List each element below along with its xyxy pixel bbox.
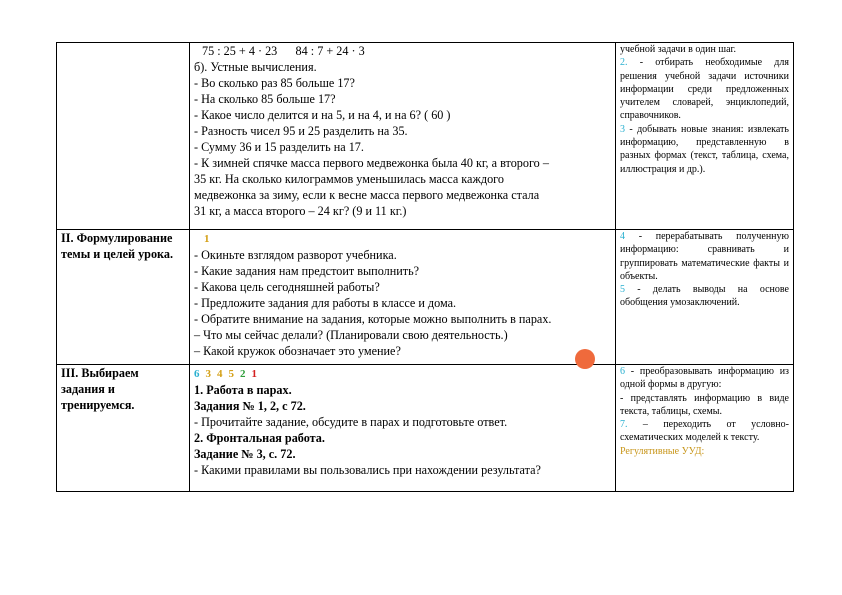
marker-number: 4	[217, 368, 223, 380]
skill-text: - представлять информацию в виде текста, таблицы, схемы.	[620, 392, 789, 417]
skill-item	[620, 418, 789, 445]
content-line: - Какими правилами вы пользовались при нахождении результата?	[194, 463, 541, 477]
skill-item	[620, 283, 789, 310]
skills-cell	[616, 43, 794, 230]
content-line: медвежонка за зиму, если к весне масса первого медвежонка стала	[194, 188, 540, 202]
content-line: - Прочитайте задание, обсудите в парах и подготовьте ответ.	[194, 415, 508, 429]
content-cell	[190, 43, 616, 230]
skill-item	[620, 56, 789, 122]
skill-text: - перерабатывать полученную информацию: сравнивать и группировать математические факты и объекты.	[620, 231, 789, 282]
skill-marker	[194, 230, 611, 247]
content-line: - Какие задания нам предстоит выполнить?	[194, 264, 420, 278]
section-heading: Задание № 3, с. 72.	[194, 447, 296, 461]
content-line: – Какой кружок обозначает это умение?	[194, 344, 401, 358]
content-line: - Какое число делится и на 5, и на 4, и на 6? ( 60 )	[194, 108, 451, 122]
marker-number: 2	[240, 368, 246, 380]
section-heading: 2. Фронтальная работа.	[194, 431, 325, 445]
expression-line: 75 : 25 + 4 · 23 84 : 7 + 24 · 3	[202, 44, 365, 58]
skill-text: - делать выводы на основе обобщения умозаключений.	[620, 284, 789, 309]
marker-number: 1	[251, 368, 257, 380]
content-cell	[190, 365, 616, 492]
marker-number: 1	[204, 233, 210, 245]
skill-number: 3	[620, 123, 625, 135]
stage-cell: II. Формулирование темы и целей урока.	[57, 230, 190, 365]
content-line: - Разность чисел 95 и 25 разделить на 35.	[194, 124, 408, 138]
skill-text: – переходить от условно-схематических моделей к тексту.	[620, 419, 789, 444]
content-line: 35 кг. На сколько килограммов уменьшилась масса каждого	[194, 172, 504, 186]
lesson-table	[56, 42, 794, 492]
skill-text: учебной задачи в один шаг.	[620, 44, 736, 55]
marker-number: 3	[205, 368, 211, 380]
skill-number: 2.	[620, 57, 628, 69]
content-line: – Что мы сейчас делали? (Планировали свою деятельность.)	[194, 328, 508, 342]
content-line: - Предложите задания для работы в классе и дома.	[194, 296, 457, 310]
content-line: - Какова цель сегодняшней работы?	[194, 280, 380, 294]
stage-cell	[57, 43, 190, 230]
orange-circle-icon	[575, 349, 595, 369]
table-row	[57, 43, 794, 230]
content-line: - К зимней спячке масса первого медвежонка была 40 кг, а второго –	[194, 156, 549, 170]
marker-number: 5	[228, 368, 234, 380]
regulative-heading: Регулятивные УУД:	[620, 445, 705, 457]
content-line: - Сумму 36 и 15 разделить на 17.	[194, 140, 364, 154]
content-line: б). Устные вычисления.	[194, 60, 317, 74]
skill-number: 5	[620, 284, 625, 296]
skill-number: 4	[620, 231, 625, 242]
skill-markers	[194, 365, 611, 382]
table-row	[57, 365, 794, 492]
skills-cell	[616, 365, 794, 492]
skill-text: - преобразовывать информацию из одной формы в другую:	[620, 366, 789, 391]
skill-item	[620, 123, 789, 176]
skill-text: - отбирать необходимые для решения учебной задачи источники информации среди предложенных учителем словарей, энциклопедий, справочников.	[620, 57, 789, 122]
content-line: - Обратите внимание на задания, которые можно выполнить в парах.	[194, 312, 552, 326]
content-line: - На сколько 85 больше 17?	[194, 92, 336, 106]
skills-cell	[616, 230, 794, 365]
table-row	[57, 230, 794, 365]
content-line: - Во сколько раз 85 больше 17?	[194, 76, 355, 90]
skill-number: 7.	[620, 419, 628, 431]
skill-number: 6	[620, 366, 625, 377]
content-cell	[190, 230, 616, 365]
skill-item	[620, 230, 789, 283]
stage-cell: III. Выбираем задания и тренируемся.	[57, 365, 190, 492]
marker-number: 6	[194, 368, 200, 380]
content-line: - Окиньте взглядом разворот учебника.	[194, 248, 397, 262]
content-line: 31 кг, а масса второго – 24 кг? (9 и 11 кг.)	[194, 204, 407, 218]
skill-text: - добывать новые знания: извлекать информацию, представленную в разных формах (текст, таблица, схема, иллюстрация и др.).	[620, 123, 789, 175]
section-heading: Задания № 1, 2, с 72.	[194, 399, 306, 413]
section-heading: 1. Работа в парах.	[194, 383, 292, 397]
skill-item	[620, 365, 789, 392]
